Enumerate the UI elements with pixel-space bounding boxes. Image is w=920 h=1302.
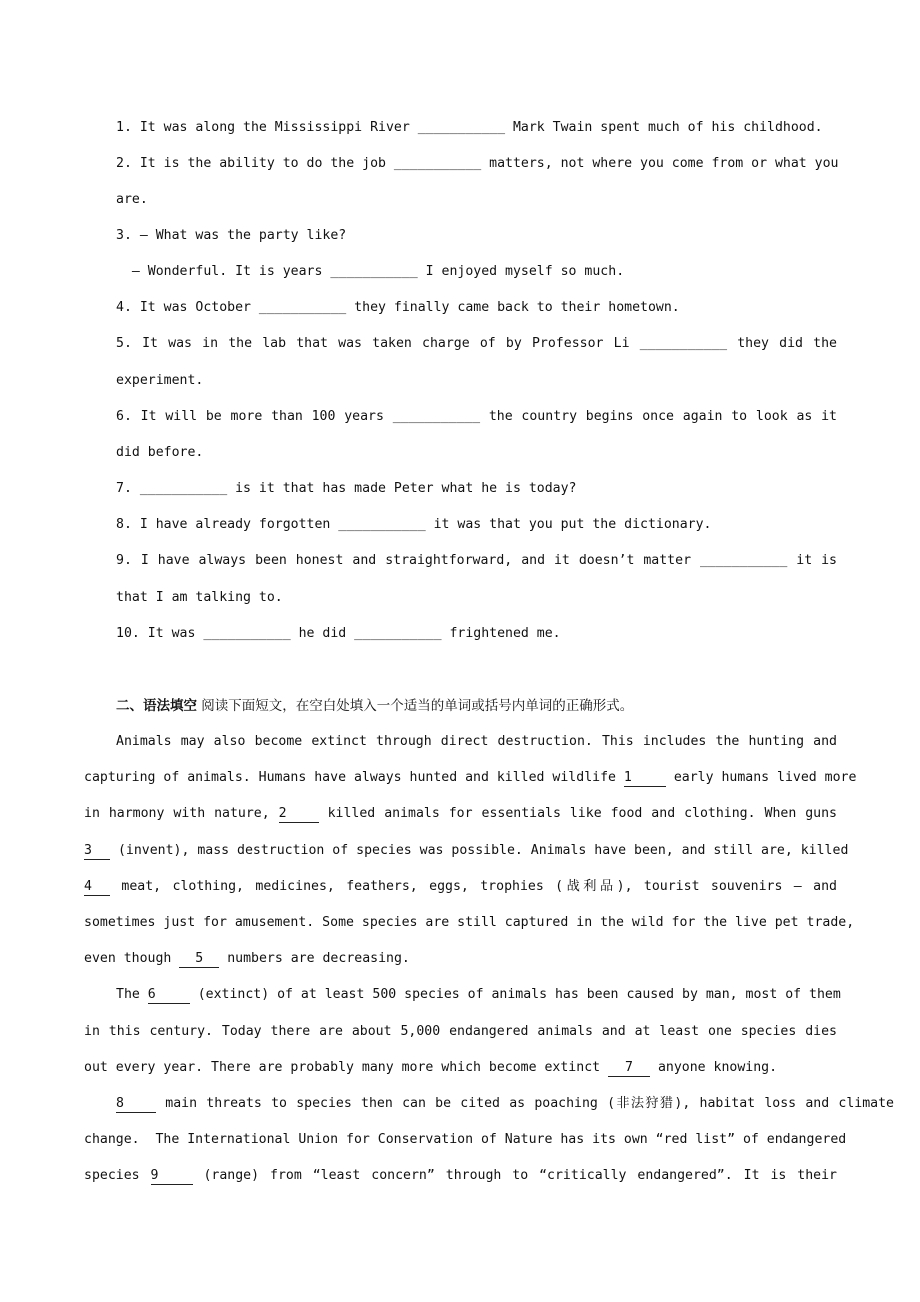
question-2-line-2: are. <box>116 192 148 207</box>
question-10-line-1: 10. It was ___________ he did ___________ frightened me. <box>116 626 561 641</box>
question-4-line-1: 4. It was October ___________ they finally came back to their hometown. <box>116 300 680 315</box>
question-7-line-1: 7. ___________ is it that has made Peter what he is today? <box>116 481 577 496</box>
question-5-line-1: 5. It was in the lab that was taken charge of by Professor Li ___________ they did the <box>116 336 837 351</box>
blank-4[interactable]: 4 <box>84 879 110 896</box>
question-5-line-2: experiment. <box>116 373 204 388</box>
passage-p2-line-1: The 6 (extinct) of at least 500 species of animals has been caused by man, most of them <box>116 987 841 1002</box>
question-3-line-2: — Wonderful. It is years ___________ I enjoyed myself so much. <box>116 264 625 279</box>
blank-6[interactable]: 6 <box>148 987 190 1004</box>
passage-p1-line-5: 4 meat, clothing, medicines, feathers, eggs, trophies (战利品), tourist souvenirs — and <box>84 879 837 894</box>
passage-p2-line-2: in this century. Today there are about 5,000 endangered animals and at least one species dies <box>84 1024 837 1039</box>
passage-p2-line-3: out every year. There are probably many more which become extinct 7 anyone knowing. <box>84 1060 778 1075</box>
question-8-line-1: 8. I have already forgotten ___________ it was that you put the dictionary. <box>116 517 712 532</box>
passage-p3-line-1: 8 main threats to species then can be cited as poaching (非法狩猎), habitat loss and climate <box>116 1096 894 1111</box>
passage-p3-line-3: species 9 (range) from “least concern” through to “critically endangered”. It is their <box>84 1168 837 1183</box>
passage-p1-line-7: even though 5 numbers are decreasing. <box>84 951 410 966</box>
blank-9[interactable]: 9 <box>151 1168 193 1185</box>
blank-2[interactable]: 2 <box>279 806 319 823</box>
blank-1[interactable]: 1 <box>624 770 666 787</box>
question-6-line-1: 6. It will be more than 100 years ___________ the country begins once again to look as it <box>116 409 837 424</box>
section-heading <box>116 696 633 717</box>
passage-p1-line-3: in harmony with nature, 2 killed animals for essentials like food and clothing. When guns <box>84 806 837 821</box>
question-1-line-1: 1. It was along the Mississippi River ___________ Mark Twain spent much of his childhood. <box>116 120 823 135</box>
question-2-line-1: 2. It is the ability to do the job ___________ matters, not where you come from or what you <box>116 156 839 171</box>
blank-7[interactable]: 7 <box>608 1060 650 1077</box>
passage-p3-line-2: change. The International Union for Conservation of Nature has its own “red list” of endangered <box>84 1132 847 1147</box>
question-3-line-1: 3. — What was the party like? <box>116 228 347 243</box>
blank-5[interactable]: 5 <box>179 951 219 968</box>
question-9-line-1: 9. I have always been honest and straightforward, and it doesn’t matter ___________ it is <box>116 553 837 568</box>
passage-p1-line-1: Animals may also become extinct through direct destruction. This includes the hunting and <box>116 734 837 749</box>
section-title: 二、语法填空 <box>116 698 197 714</box>
question-9-line-2: that I am talking to. <box>116 590 283 605</box>
passage-p1-line-2: capturing of animals. Humans have always hunted and killed wildlife 1 early humans lived more <box>84 770 857 785</box>
passage-p1-line-4: 3 (invent), mass destruction of species was possible. Animals have been, and still are, killed <box>84 843 849 858</box>
question-6-line-2: did before. <box>116 445 204 460</box>
blank-8[interactable]: 8 <box>116 1096 156 1113</box>
section-instruction: 阅读下面短文，在空白处填入一个适当的单词或括号内单词的正确形式。 <box>197 698 634 714</box>
passage-p1-line-6: sometimes just for amusement. Some species are still captured in the wild for the live pet trade, <box>84 915 855 930</box>
blank-3[interactable]: 3 <box>84 843 110 860</box>
